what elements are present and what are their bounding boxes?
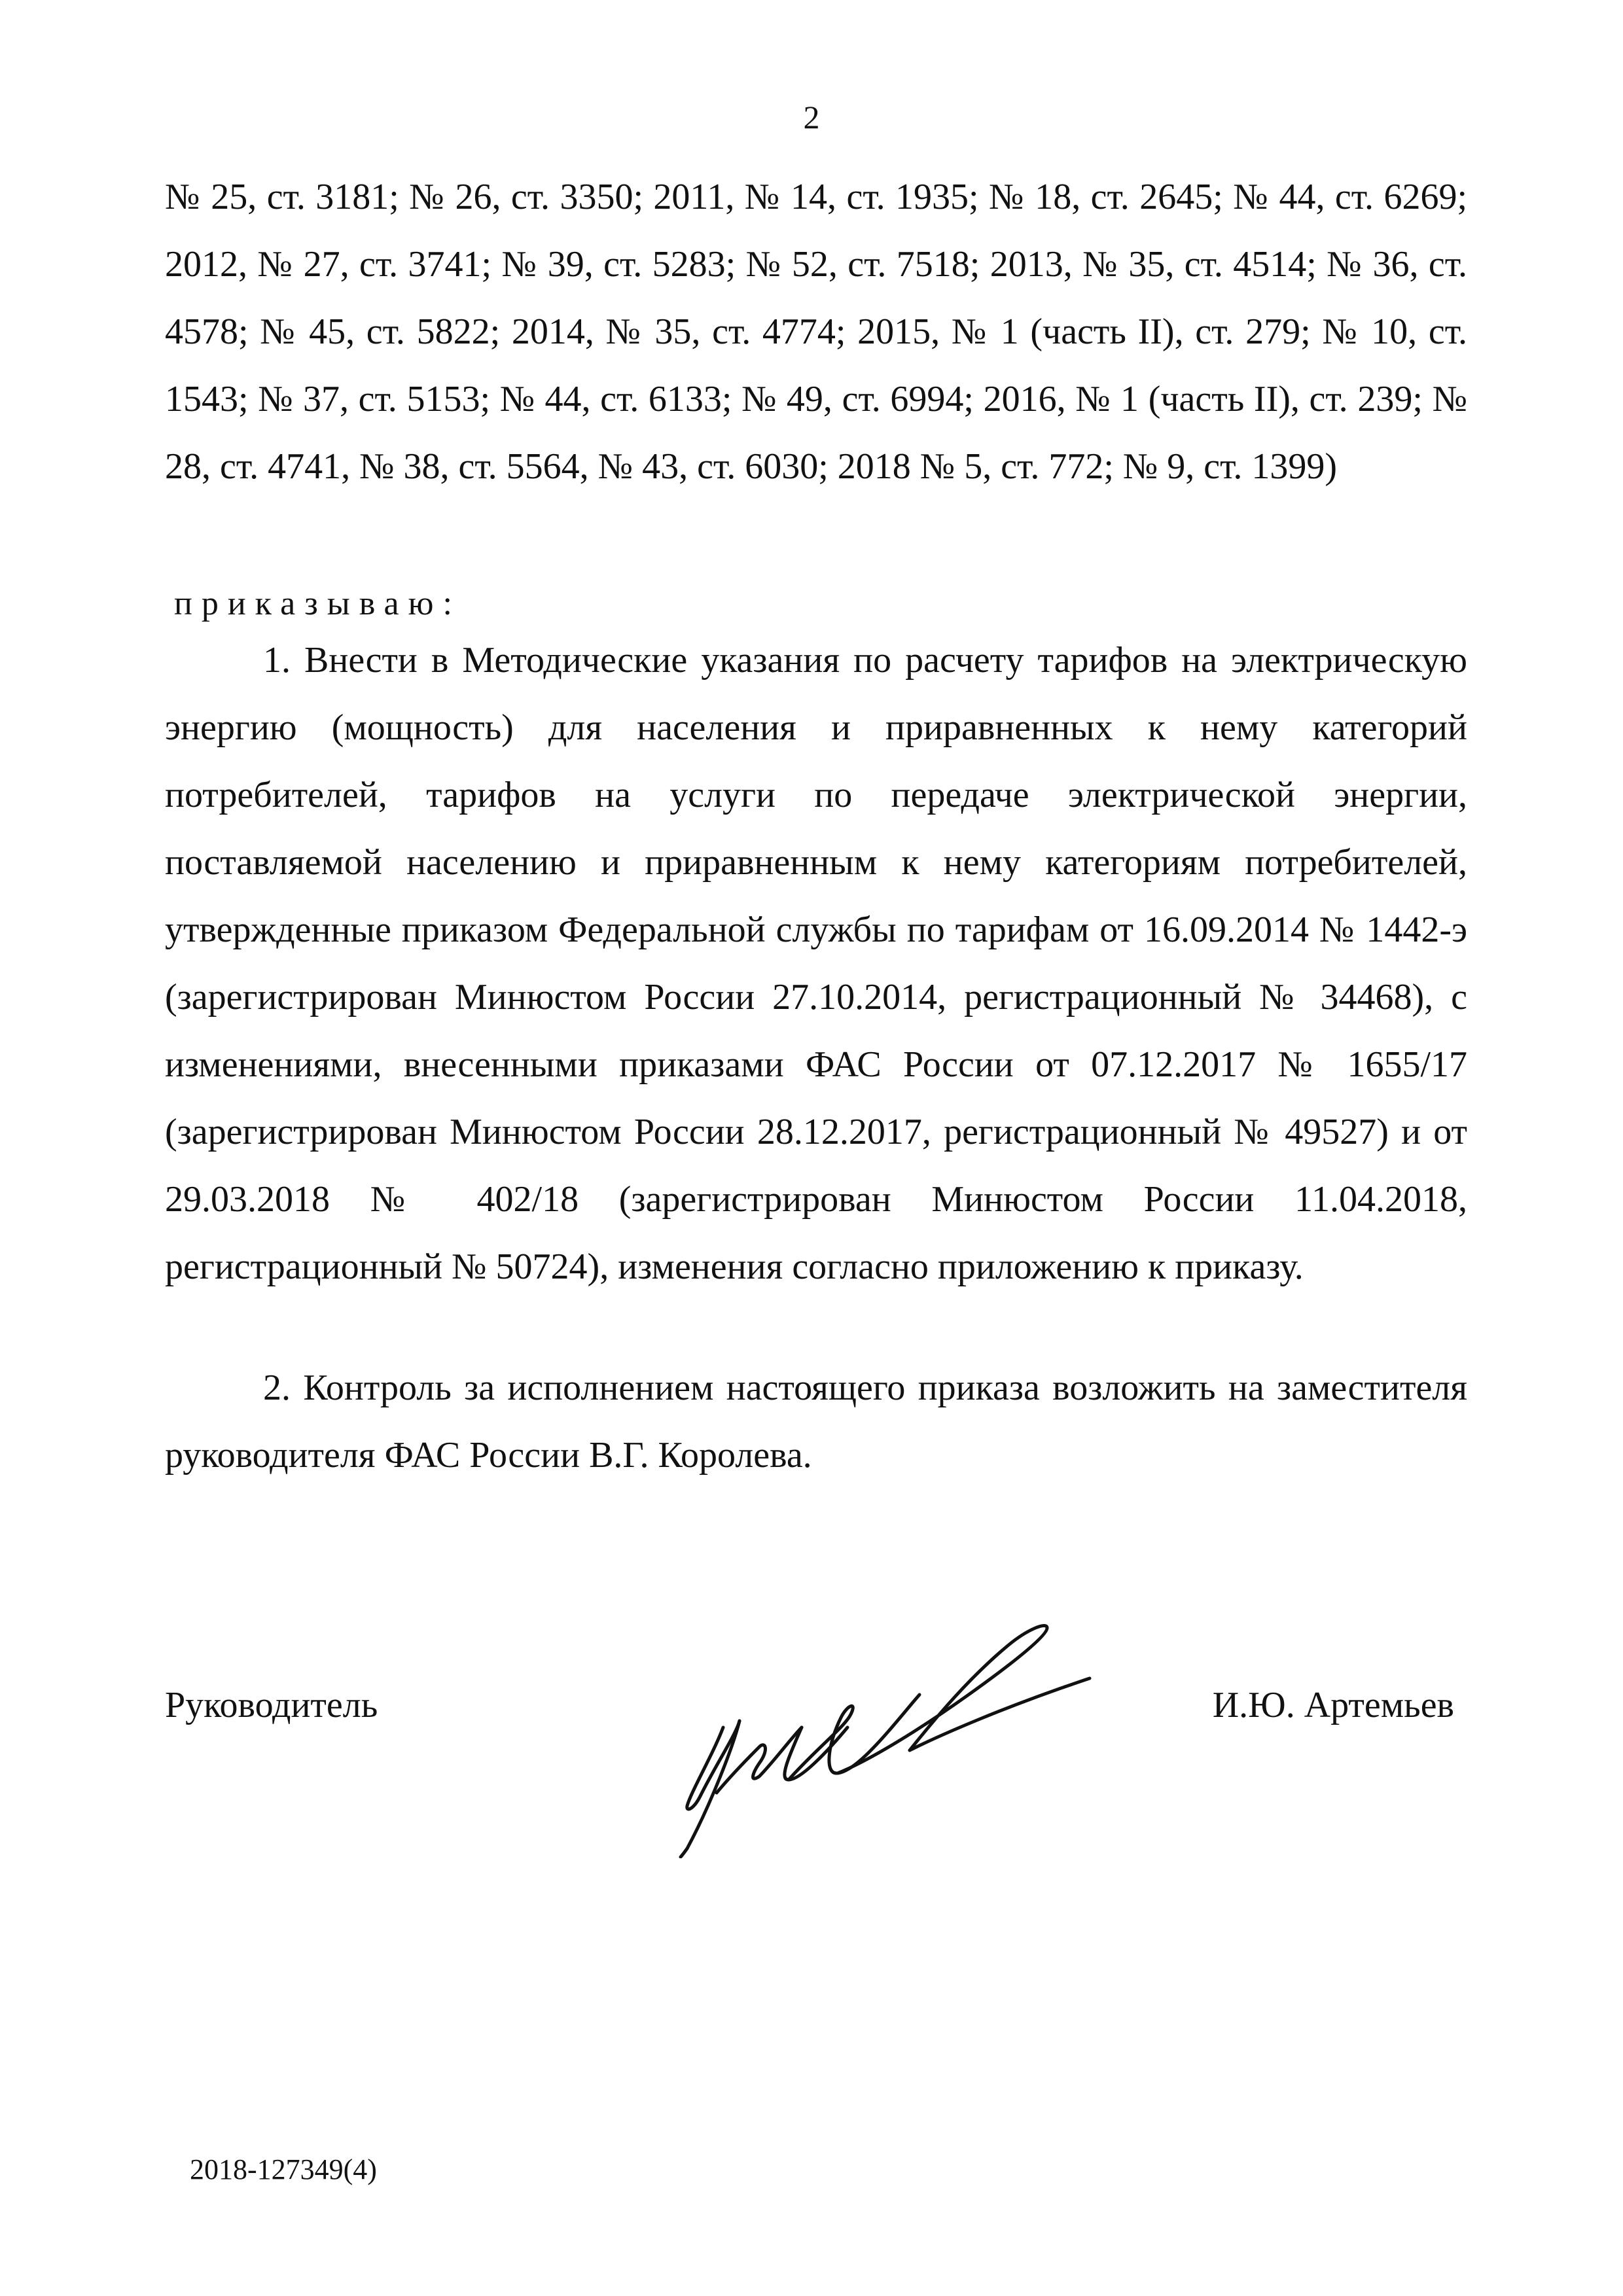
order-paragraph-2: 2. Контроль за исполнением настоящего приказа возложить на заместителя руководителя ФАС России В.Г. Королева.	[165, 1368, 1467, 1475]
order-verb: приказываю:	[174, 585, 461, 622]
signatory-title: Руководитель	[165, 1685, 378, 1725]
page-number: 2	[803, 99, 820, 135]
handwritten-signature	[661, 1597, 1132, 1858]
signatory-name: И.Ю. Артемьев	[1212, 1685, 1454, 1725]
order-paragraph-1: 1. Внести в Методические указания по расчету тарифов на электрическую энергию (мощность) для населения и приравненных к нему категорий потребителей, тарифов на услуги по передаче электрической энергии, поставляемой населению и приравненным к нему категориям потребителей, утвержденные приказом Федеральной службы по тарифам от 16.09.2014 № 1442-э (зарегистрирован Минюстом России 27.10.2014, регистрационный № 34468), с изменениями, внесенными приказами ФАС России от 07.12.2017 № 1655/17 (зарегистрирован Минюстом России 28.12.2017, регистрационный № 49527) и от 29.03.2018 № 402/18 (зарегистрирован Минюстом России 11.04.2018, регистрационный № 50724), изменения согласно приложению к приказу.	[165, 640, 1467, 1287]
citation-continuation: № 25, ст. 3181; № 26, ст. 3350; 2011, № 14, ст. 1935; № 18, ст. 2645; № 44, ст. 6269; 2012, № 27, ст. 3741; № 39, ст. 5283; № 52, ст. 7518; 2013, № 35, ст. 4514; № 36, ст. 4578; № 45, ст. 5822; 2014, № 35, ст. 4774; 2015, № 1 (часть II), ст. 279; № 10, ст. 1543; № 37, ст. 5153; № 44, ст. 6133; № 49, ст. 6994; 2016, № 1 (часть II), ст. 239; № 28, ст. 4741, № 38, ст. 5564, № 43, ст. 6030; 2018 № 5, ст. 772; № 9, ст. 1399)	[165, 177, 1467, 487]
document-registration-id: 2018-127349(4)	[190, 2153, 377, 2185]
